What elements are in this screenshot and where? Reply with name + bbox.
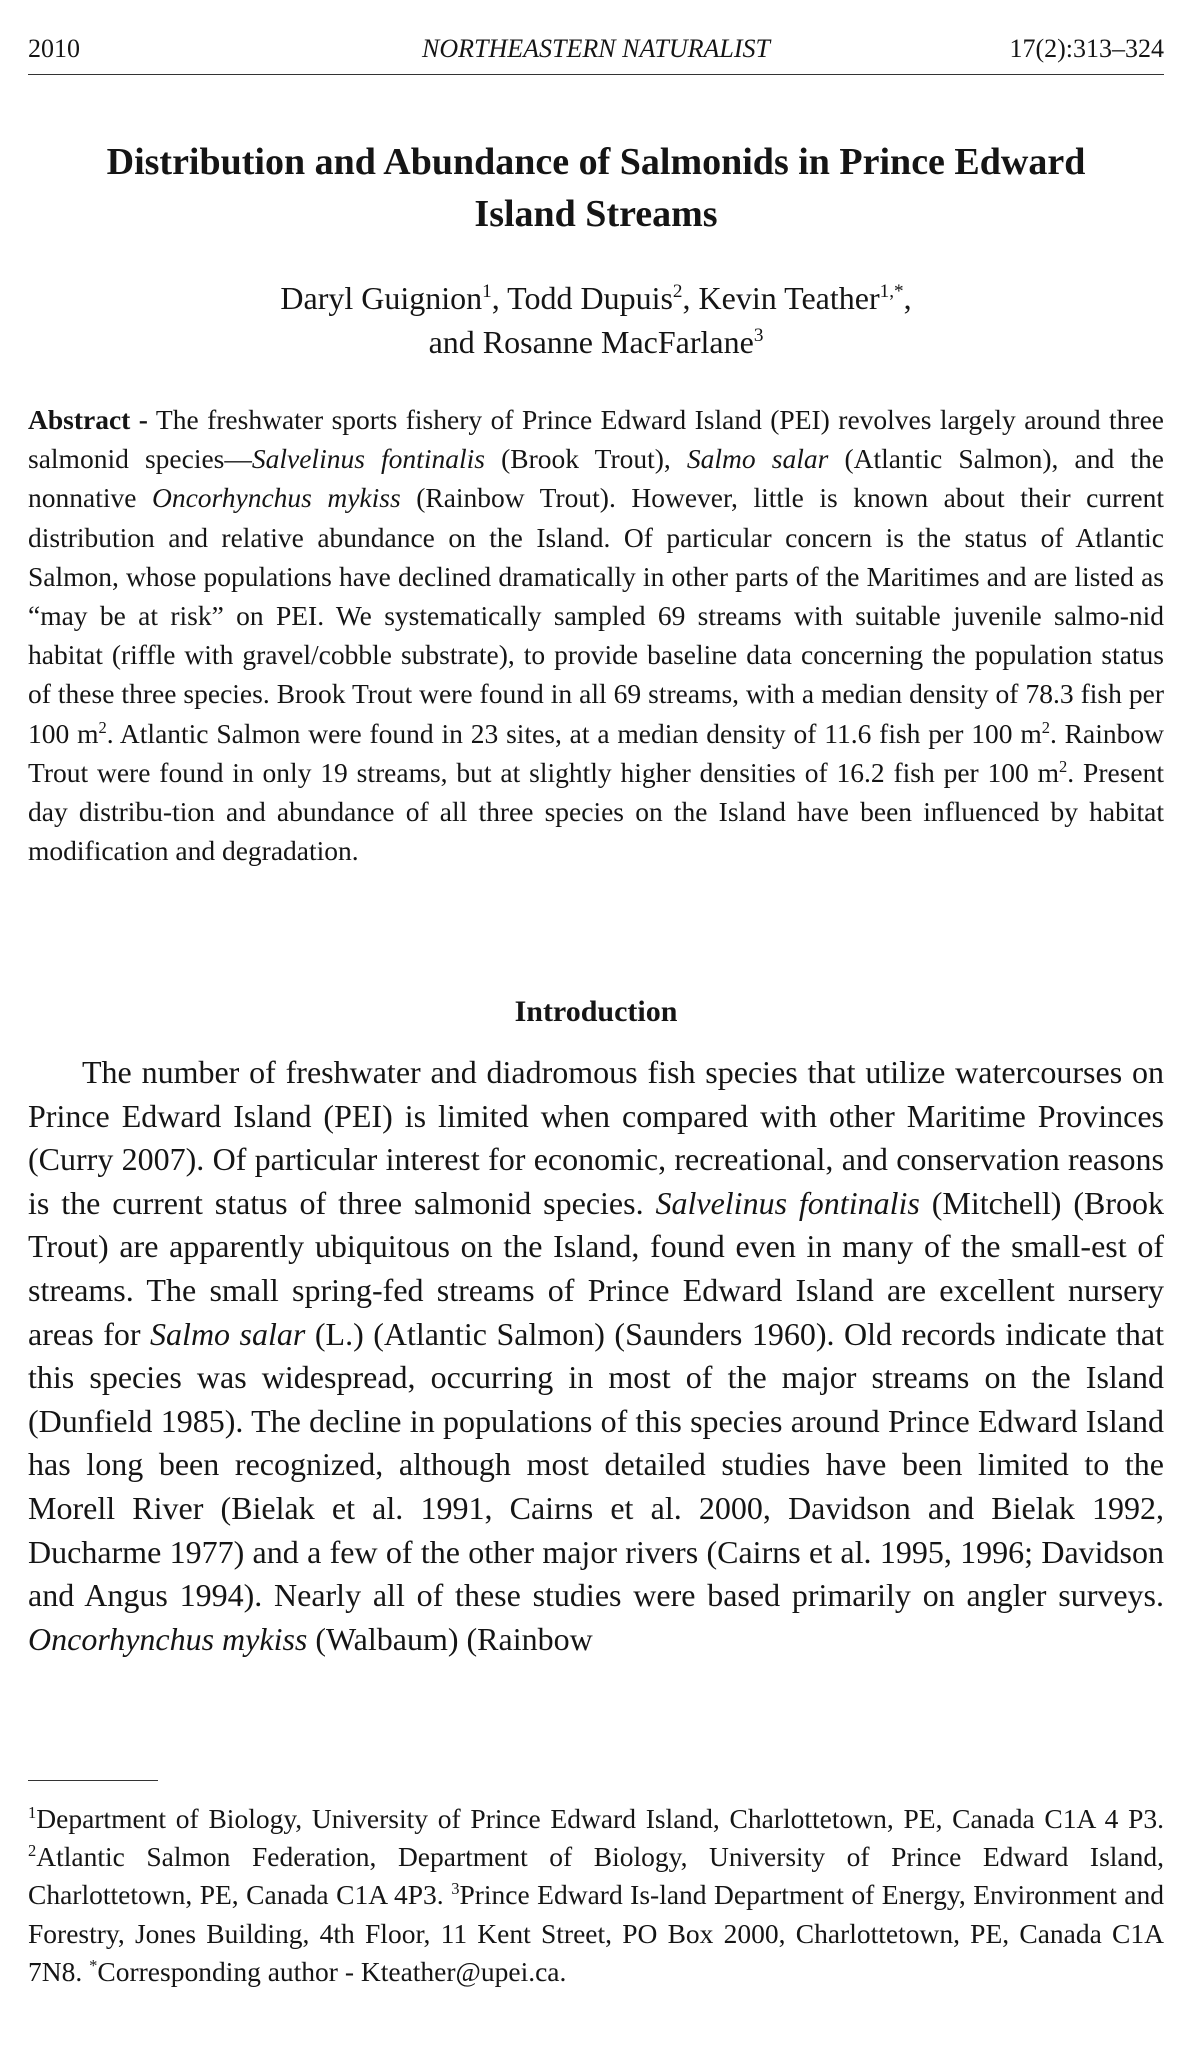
footnote-rule bbox=[28, 1780, 158, 1781]
species-name: Oncorhynchus mykiss bbox=[28, 1620, 308, 1657]
author-name: Todd Dupuis bbox=[507, 280, 673, 316]
introduction-paragraph bbox=[28, 1051, 1164, 1661]
affiliation-footnote bbox=[28, 1800, 1164, 1991]
body-text: (L.) (Atlantic Salmon) (Saunders 1960). Old records indicate that this species was widespread, occurring in most of the major streams on the Island (Dunfield 1985). The decline in populations of this species around Prince Edward Island has long been recognized, although most detailed studies have been limited to the Morell River (Bielak et al. 1991, Cairns et al. 2000, Davidson and Bielak 1992, Ducharme 1977) and a few of the other major rivers (Cairns et al. 1995, 1996; Davidson and Angus 1994). Nearly all of these studies were based primarily on angler surveys. bbox=[28, 1315, 1165, 1614]
footnote-marker: 3 bbox=[451, 1879, 460, 1899]
author-affiliation: 2 bbox=[672, 281, 683, 303]
body-text: (Mitchell) (Brook Trout) are apparently ubiquitous on the Island, found even in many of the small-est of streams. The small spring-fed streams of Prince Edward Island are excellent nursery areas for bbox=[28, 1184, 1165, 1352]
abstract-text: (Rainbow Trout). However, little is known about their current distribution and relative abundance on the Island. Of particular concern is the status of Atlantic Salmon, whose populations have declined dramatically in other parts of the Maritimes and are listed as “may be at risk” on PEI. We systematically sampled 69 streams with suitable juvenile salmo-nid habitat (riffle with gravel/cobble substrate), to provide baseline data concerning the population status of these three species. Brook Trout were found in all 69 streams, with a median density of 78.3 fish per 100 m bbox=[28, 482, 1164, 749]
journal-year: 2010 bbox=[28, 34, 80, 63]
author-affiliation: 1 bbox=[482, 281, 492, 303]
species-name: Salvelinus fontinalis bbox=[251, 443, 485, 475]
footnote-text: Atlantic Salmon Federation, Department of Biology, University of Prince Edward Island, Charlottetown, PE, Canada C1A 4P3. bbox=[28, 1841, 1164, 1911]
species-name: Salmo salar bbox=[686, 443, 829, 475]
author-name: Kevin Teather bbox=[698, 280, 880, 316]
author-conjunction: and bbox=[428, 324, 483, 360]
abstract-label: Abstract - bbox=[28, 404, 148, 435]
species-name: Salmo salar bbox=[150, 1315, 306, 1352]
body-text: The number of freshwater and diadromous fish species that utilize watercourses on Prince Edward Island (PEI) is limited when compared with other Maritime Provinces (Curry 2007). Of particular interest for economic, recreational, and conservation reasons is the current status of three salmonid species. bbox=[28, 1054, 1164, 1221]
header-rule bbox=[28, 74, 1164, 75]
body-text: (Walbaum) (Rainbow bbox=[307, 1620, 593, 1657]
author-name: Daryl Guignion bbox=[280, 280, 483, 316]
footnote-marker: 1 bbox=[28, 1802, 37, 1822]
journal-citation: 17(2):313–324 bbox=[1009, 34, 1164, 63]
footnote-marker: 2 bbox=[28, 1840, 37, 1860]
journal-name: NORTHEASTERN NATURALIST bbox=[422, 34, 770, 63]
footnote-text: Department of Biology, University of Prince Edward Island, Charlottetown, PE, Canada C1A 4 P3. bbox=[36, 1803, 1164, 1834]
author-separator: , bbox=[903, 280, 912, 316]
article-title: Distribution and Abundance of Salmonids in Prince Edward Island Streams bbox=[106, 141, 1086, 235]
section-heading-introduction: Introduction bbox=[514, 995, 678, 1028]
footnote-text: Prince Edward Is-land Department of Energy, Environment and Forestry, Jones Building, 4th Floor, 11 Kent Street, PO Box 2000, Charlottetown, PE, Canada C1A 7N8. bbox=[28, 1879, 1164, 1987]
running-head bbox=[28, 30, 1164, 68]
author-affiliation: 1,* bbox=[879, 281, 904, 303]
abstract-paragraph bbox=[28, 400, 1164, 870]
footnote-text: Corresponding author - Kteather@upei.ca. bbox=[97, 1955, 567, 1987]
superscript: 2 bbox=[98, 717, 107, 737]
superscript: 2 bbox=[1059, 756, 1068, 776]
species-name: Oncorhynchus mykiss bbox=[151, 482, 401, 514]
superscript: 2 bbox=[1041, 717, 1050, 737]
abstract-text: (Brook Trout), bbox=[484, 443, 687, 475]
author-affiliation: 3 bbox=[753, 325, 764, 347]
footnote-marker: * bbox=[89, 1955, 98, 1975]
author-separator: , bbox=[682, 280, 699, 316]
author-separator: , bbox=[491, 280, 508, 316]
abstract-text: . Atlantic Salmon were found in 23 sites, at a median density of 11.6 fish per 100 m bbox=[106, 717, 1042, 749]
abstract-text: . Present day distribu-tion and abundance of all three species on the Island have been influenced by habitat modification and degradation. bbox=[28, 756, 1164, 867]
abstract-text: The freshwater sports fishery of Prince Edward Island (PEI) revolves largely around three salmonid species— bbox=[28, 404, 1164, 475]
abstract-text: . Rainbow Trout were found in only 19 streams, but at slightly higher densities of 16.2 fish per 100 m bbox=[28, 717, 1164, 788]
author-name: Rosanne MacFarlane bbox=[482, 324, 754, 360]
species-name: Salvelinus fontinalis bbox=[655, 1184, 920, 1221]
author-list bbox=[68, 276, 1124, 364]
abstract-text: (Atlantic Salmon), and the nonnative bbox=[28, 443, 1164, 514]
